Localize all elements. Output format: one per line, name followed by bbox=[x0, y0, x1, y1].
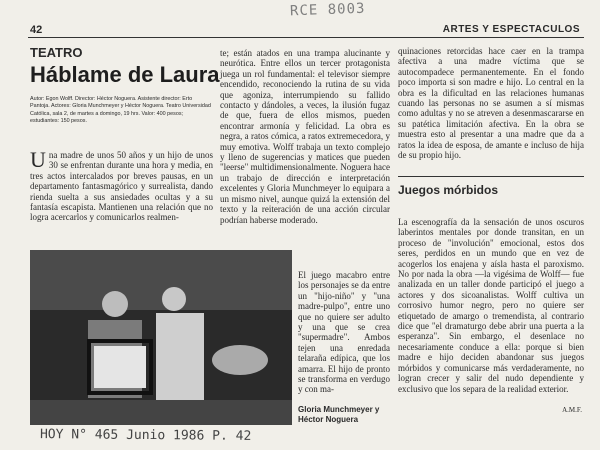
column-3-text: quinaciones retorcidas hace caer en la trampa afectiva a una madre víctima que se autocompadece permanentemente. En el fondo poco importa si son madre e hijo. Lo central en la obra es la dificultad en las relaciones humanas cuando las personas no se asumen a sí mismas como adultas y no se atreven a desenmascararse en su patética limitación afectiva. En la obra se muestra esto al presentar a una madre que da a ratos la idea de esposa, de amante e incluso de hija de su propio hijo. bbox=[398, 46, 584, 161]
column-3-continued-text: La escenografía da la sensación de unos oscuros laberintos mentales por donde transitan, en un proceso de "involución" emocional, estos dos seres, perdidos en un mundo que en vez de acogerlos los enajena y aísla hasta el paroxismo. No por nada la obra —la vigésima de Wolff— fue analizada en un taller donde participó el juego a actores y dos sicoanalistas. Wolff cultiva un corrosivo humor negro, pero no quiere ser etiquetado de amargo o tremendista, al contrario dice que "el dramaturgo debe abrir una puerta a la esperanza". Sin embargo, el desenlace no necesariamente conduce a ella: porque si bien madre e hijo deciden abandonar sus juegos mórbidos y comunicarse más verdaderamente, no logran crecer y salir del nudo dependiente y exclusivo que los separa de la realidad exterior. bbox=[398, 217, 584, 394]
column-1 bbox=[30, 147, 213, 223]
subhead-rule bbox=[398, 176, 584, 177]
subhead-juegos-morbidos: Juegos mórbidos bbox=[398, 183, 499, 197]
column-2-continued bbox=[298, 270, 390, 395]
column-3-continued bbox=[398, 217, 584, 394]
handwritten-source-note: HOY N° 465 Junio 1986 P. 42 bbox=[39, 427, 252, 444]
header-rule bbox=[28, 37, 584, 38]
author-signature: A.M.F. bbox=[562, 406, 582, 414]
article-headline: Háblame de Laura bbox=[30, 62, 220, 87]
production-photo bbox=[30, 250, 292, 425]
column-2-continued-text: El juego macabro entre los personajes se da entre un "hijo-niño" y "una madre-pulpo", entre uno que no quiere ser adulto y una que se crea "supermadre". Ambos tejen una enredada telaraña edípica, que los amarra. El hijo de pronto se transforma en verdugo y con ma- bbox=[298, 270, 390, 395]
archive-stamp: RCE 8003 bbox=[289, 0, 366, 20]
photo-graphic bbox=[30, 250, 292, 425]
page-number: 42 bbox=[30, 24, 43, 36]
drop-cap: U bbox=[30, 147, 46, 172]
photo-caption: Gloria Munchmeyer y Héctor Noguera bbox=[298, 405, 380, 424]
column-2 bbox=[220, 48, 390, 225]
kicker: TEATRO bbox=[30, 45, 83, 60]
production-credits: Autor: Egon Wolff. Director: Héctor Noguera. Asistente director: Erto Pantoja. Actores: Gloria Munchmeyer y Héctor Noguera. Teatro Universidad Católica, sala 2, de martes a domingo, 19 hrs. Valor: 400 pesos; estudiantes: 150 pesos. bbox=[30, 96, 211, 125]
column-2-text: te; están atados en una trampa alucinante y neurótica. Entre ellos un tercer protagonista juega un rol fundamental: el televisor siempre encendido, reconociendo la rutina de su vida que agoniza, interrumpiendo su fallido contacto y dándoles, a veces, la ilusión fugaz de que, fuera de ellos mismos, pueden encontrar armonía y felicidad. La obra es negra, a ratos cómica, a ratos extremecedora, y muy emotiva. Wolff trabaja un texto complejo y lleno de sugerencias y matices que pueden "leerse" multidimensionalmente. Noguera hace un trabajo de dirección e interpretación excelentes y Gloria Munchmeyer lo equipara a un mismo nivel, aunque quizá la extensión del texto y la reiteración de una acción circular podrían haberse moderado. bbox=[220, 48, 390, 225]
section-header: ARTES Y ESPECTACULOS bbox=[442, 24, 580, 35]
column-3 bbox=[398, 46, 584, 160]
column-1-text: na madre de unos 50 años y un hijo de unos 30 se enfrentan durante una hora y media, en tres actos intercalados por breves pausas, en un departamento fantasmagórico y surrealista, dando rienda suelta a sus ansiedades ocultas y a su fantasía escapista. Mantienen una relación que no logra acercarlos y comunicarlos realmen- bbox=[30, 150, 213, 223]
